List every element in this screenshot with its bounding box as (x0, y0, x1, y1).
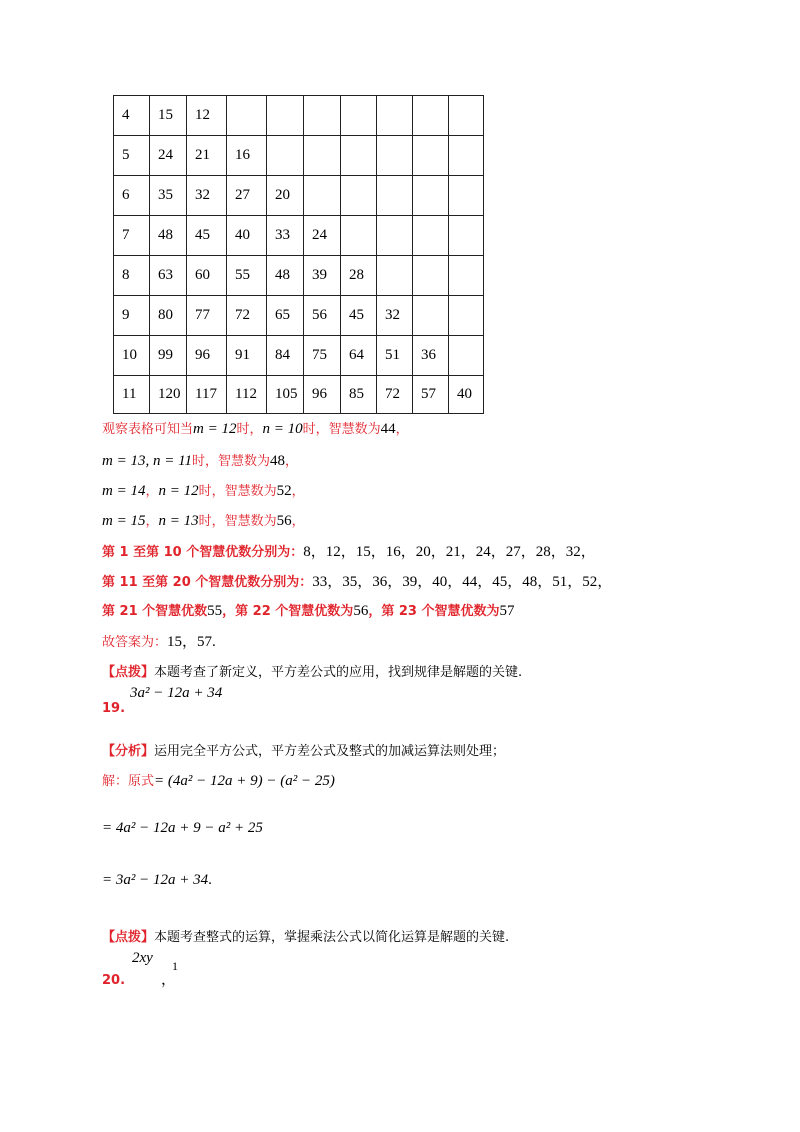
line-analysis-19: 【分析】运用完全平方公式，平方差公式及整式的加减运算法则处理； (102, 744, 506, 759)
table-cell (377, 256, 413, 296)
table-cell (449, 136, 484, 176)
table-row (114, 296, 484, 336)
table-cell: 24 (304, 216, 341, 256)
table-cell: 99 (150, 336, 187, 376)
line-step-3: = 3a² − 12a + 34. (102, 872, 212, 888)
table-cell (413, 216, 449, 256)
table-cell: 16 (227, 136, 267, 176)
table-cell: 5 (114, 136, 150, 176)
table-cell: 11 (114, 376, 150, 414)
table-cell: 45 (187, 216, 227, 256)
table-cell (341, 216, 377, 256)
table-cell: 7 (114, 216, 150, 256)
table-cell: 21 (187, 136, 227, 176)
q20-answer-value: 1 (172, 959, 178, 973)
table-cell: 117 (187, 376, 227, 414)
table-cell: 72 (227, 296, 267, 336)
table-cell: 55 (227, 256, 267, 296)
number-table (113, 95, 484, 414)
line-tip-18: 【点拨】本题考查了新定义，平方差公式的应用，找到规律是解题的关键. (102, 665, 523, 680)
table-cell: 63 (150, 256, 187, 296)
table-cell: 85 (341, 376, 377, 414)
table-row (114, 96, 484, 136)
table-cell (449, 296, 484, 336)
table-cell: 91 (227, 336, 267, 376)
table-cell (341, 176, 377, 216)
table-cell: 75 (304, 336, 341, 376)
table-row (114, 256, 484, 296)
table-cell (377, 176, 413, 216)
table-cell: 4 (114, 96, 150, 136)
table-cell: 27 (227, 176, 267, 216)
line-m13: m = 13, n = 11时，智慧数为48， (102, 453, 298, 469)
table-cell: 57 (413, 376, 449, 414)
table-cell: 80 (150, 296, 187, 336)
table-cell: 45 (341, 296, 377, 336)
table-cell: 51 (377, 336, 413, 376)
table-cell (377, 216, 413, 256)
table-cell (413, 96, 449, 136)
table-cell (304, 176, 341, 216)
table-cell (449, 96, 484, 136)
table-cell: 112 (227, 376, 267, 414)
table-cell (227, 96, 267, 136)
table-cell: 15 (150, 96, 187, 136)
table-cell: 32 (377, 296, 413, 336)
table-cell (449, 336, 484, 376)
table-cell: 20 (267, 176, 304, 216)
table-cell (413, 176, 449, 216)
table-cell: 39 (304, 256, 341, 296)
table-row (114, 376, 484, 414)
q19-number: 19. (102, 701, 126, 716)
table-row (114, 336, 484, 376)
table-cell: 36 (413, 336, 449, 376)
table-cell (377, 136, 413, 176)
line-tip-19: 【点拨】本题考查整式的运算，掌握乘法公式以简化运算是解题的关键. (102, 930, 510, 945)
table-cell: 72 (377, 376, 413, 414)
table-cell: 8 (114, 256, 150, 296)
table-cell (449, 176, 484, 216)
line-answer: 故答案为：15，57. (102, 634, 216, 650)
table-cell (304, 136, 341, 176)
table-cell: 56 (304, 296, 341, 336)
table-cell: 96 (304, 376, 341, 414)
table-cell: 96 (187, 336, 227, 376)
line-observe: 观察表格可知当m = 12时，n = 10时，智慧数为44， (102, 421, 409, 437)
table-cell: 28 (341, 256, 377, 296)
table-cell: 105 (267, 376, 304, 414)
line-solution-start: 解：原式= (4a² − 12a + 9) − (a² − 25) (102, 773, 335, 789)
table-cell (413, 256, 449, 296)
table-row (114, 136, 484, 176)
q19-answer-expr: 3a² − 12a + 34 (130, 685, 223, 701)
table-cell (449, 216, 484, 256)
table-cell: 84 (267, 336, 304, 376)
table-cell: 64 (341, 336, 377, 376)
table-cell (413, 296, 449, 336)
table-cell (413, 136, 449, 176)
line-m15: m = 15，n = 13时，智慧数为56， (102, 513, 305, 529)
line-second-ten: 第 11 至第 20 个智慧优数分别为：33，35，36，39，40，44，45，48，51，52， (102, 574, 613, 590)
table-cell (267, 96, 304, 136)
table-cell (449, 256, 484, 296)
table-cell: 9 (114, 296, 150, 336)
table-cell (341, 136, 377, 176)
table-cell: 60 (187, 256, 227, 296)
table-cell: 65 (267, 296, 304, 336)
line-step-2: = 4a² − 12a + 9 − a² + 25 (102, 820, 263, 836)
q20-answer-expr: 2xy (132, 950, 153, 966)
table-cell: 120 (150, 376, 187, 414)
table-cell: 35 (150, 176, 187, 216)
q20-number: 20. ， (102, 972, 177, 988)
table-cell: 77 (187, 296, 227, 336)
table-cell (304, 96, 341, 136)
table-cell: 40 (449, 376, 484, 414)
table-cell: 48 (267, 256, 304, 296)
line-m14: m = 14，n = 12时，智慧数为52， (102, 483, 305, 499)
table-cell: 40 (227, 216, 267, 256)
line-first-ten: 第 1 至第 10 个智慧优数分别为：8，12，15，16，20，21，24，27，28，32， (102, 544, 596, 560)
table-cell: 32 (187, 176, 227, 216)
table-cell: 10 (114, 336, 150, 376)
table-cell (267, 136, 304, 176)
table-row (114, 176, 484, 216)
table-cell: 6 (114, 176, 150, 216)
table-cell: 48 (150, 216, 187, 256)
table-row (114, 216, 484, 256)
table-cell: 12 (187, 96, 227, 136)
table-cell (377, 96, 413, 136)
table-cell: 33 (267, 216, 304, 256)
line-21-23: 第 21 个智慧优数55，第 22 个智慧优数为56，第 23 个智慧优数为57 (102, 603, 515, 619)
table-cell (341, 96, 377, 136)
table-cell: 24 (150, 136, 187, 176)
